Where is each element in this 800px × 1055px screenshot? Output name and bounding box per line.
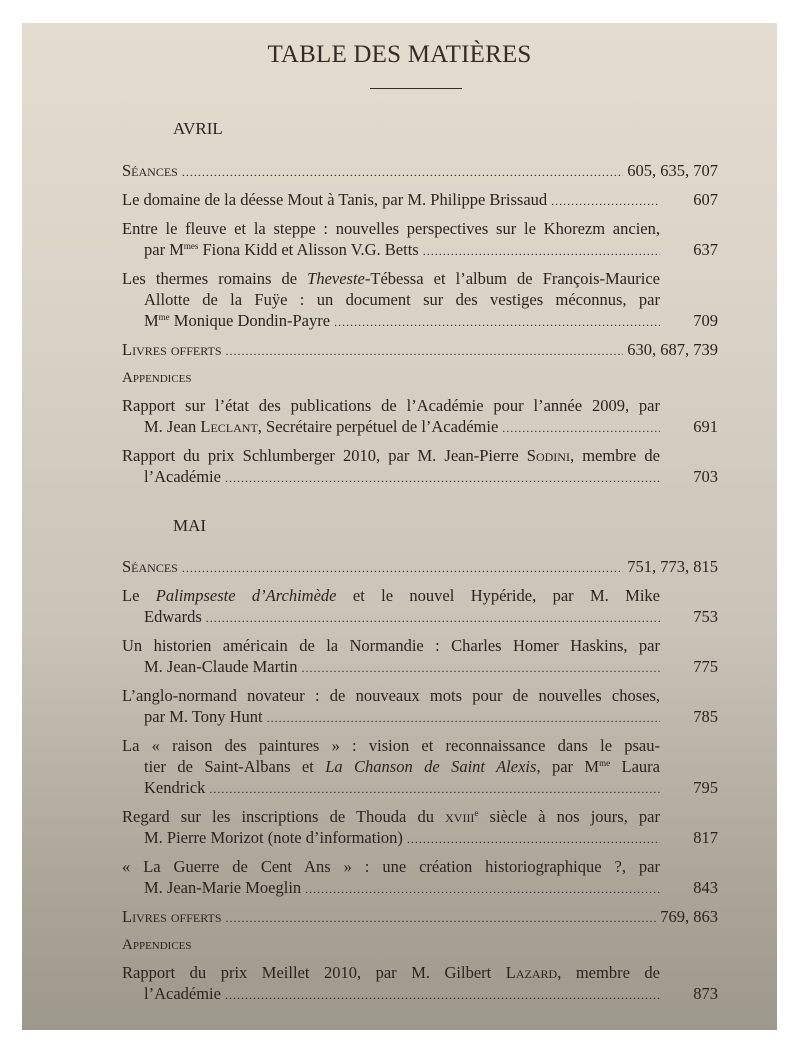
toc-entry (122, 962, 718, 1006)
toc-entry-livres-offerts (122, 339, 718, 362)
entry-title: Le domaine de la déesse Mout à Tanis, par M. Philippe Brissaud (122, 190, 548, 209)
entry-title: Rapport sur l’état des publications de l’Académie pour l’année 2009, par (122, 396, 660, 415)
leader-dots (182, 162, 623, 183)
page-number: 769, 863 (660, 907, 718, 926)
page-number: 843 (693, 878, 718, 897)
page-number: 795 (693, 778, 718, 797)
toc-entry (122, 806, 718, 850)
title-part: Rapport du prix Meillet 2010, par M. Gilbert (122, 963, 506, 982)
toc-entry (122, 445, 718, 489)
entry-author: par M. Tony Hunt (144, 707, 263, 726)
section-mai (122, 556, 718, 1006)
entry-title-cont (144, 757, 660, 776)
entry-title (122, 807, 660, 826)
toc-entry (122, 189, 718, 212)
leader-dots (305, 879, 660, 900)
title-part: , membre de (569, 446, 660, 465)
entry-label: Livres offerts (122, 340, 222, 359)
leader-dots (407, 829, 660, 850)
entry-author (144, 310, 330, 331)
author-names: Monique Dondin-Payre (169, 311, 331, 330)
entry-author: M. Jean-Marie Moeglin (144, 878, 302, 897)
entry-title (122, 446, 660, 465)
title-part: Les thermes romains de (122, 269, 308, 288)
section-heading-mai: MAI (173, 516, 207, 535)
entry-label: Livres offerts (122, 907, 222, 926)
author-prefix: M. Jean (144, 417, 201, 436)
title-italic: Theveste (307, 269, 365, 288)
page-number: 607 (693, 190, 718, 209)
leader-dots (226, 908, 657, 929)
entry-title-cont: l’Académie (144, 984, 221, 1003)
leader-dots (423, 241, 660, 262)
page-number: 691 (693, 417, 718, 436)
leader-dots (334, 312, 660, 333)
entry-author: M. Jean-Claude Martin (144, 657, 298, 676)
leader-dots (502, 418, 660, 439)
title-italic: La Chanson de Saint Alexis (325, 757, 537, 776)
entry-author (144, 416, 498, 437)
entry-author (144, 239, 419, 260)
title-part: siècle à nos jours, par (478, 807, 660, 826)
toc-entry (122, 218, 718, 262)
author-prefix: M (144, 311, 159, 330)
page-number: 630, 687, 739 (627, 340, 718, 359)
toc-entry (122, 585, 718, 629)
page-title: TABLE DES MATIÈRES (267, 41, 532, 68)
title-part: et le nouvel Hypéride, par M. Mike (336, 586, 661, 605)
superscript: mes (183, 241, 199, 251)
entry-title: Un historien américain de la Normandie : Charles Homer Haskins, par (122, 636, 660, 655)
leader-dots (209, 779, 660, 800)
entry-author: Kendrick (144, 778, 206, 797)
entry-label: Séances (122, 161, 178, 180)
leader-dots (267, 708, 660, 729)
entry-title (122, 269, 660, 288)
page-number: 873 (693, 984, 718, 1003)
entry-author: M. Pierre Morizot (note d’information) (144, 828, 403, 847)
century-numeral: xviii (445, 807, 475, 826)
title-part: Regard sur les inscriptions de Thouda du (122, 807, 446, 826)
entry-title: « La Guerre de Cent Ans » : une création historiographique ?, par (122, 857, 660, 876)
page-number: 709 (693, 311, 718, 330)
author-names: Fiona Kidd et Alisson V.G. Betts (198, 240, 419, 259)
leader-dots (225, 468, 660, 489)
toc-entry (122, 735, 718, 800)
toc-entry-seances (122, 160, 718, 183)
author-surname: Lazard (505, 963, 558, 982)
title-part: Le (122, 586, 156, 605)
leader-dots (206, 608, 660, 629)
entry-title-cont: Allotte de la Fuÿe : un document sur des vestiges méconnus, par (144, 290, 660, 309)
appendices-heading: Appendices (122, 937, 192, 953)
title-part: , membre de (557, 963, 660, 982)
author-surname: Sodini (526, 446, 570, 465)
toc-entry (122, 395, 718, 439)
page-number: 817 (693, 828, 718, 847)
page-number: 753 (693, 607, 718, 626)
author-surname: Leclant (200, 417, 258, 436)
author-prefix: par M (144, 240, 184, 259)
toc-entry-livres-offerts (122, 906, 718, 929)
section-avril (122, 160, 718, 489)
leader-dots (302, 658, 660, 679)
title-rule (370, 88, 462, 89)
entry-author: Edwards (144, 607, 202, 626)
entry-title-cont: l’Académie (144, 467, 221, 486)
title-italic: Palimpseste d’Archimède (155, 586, 337, 605)
title-part: tier de Saint-Albans et (144, 757, 326, 776)
appendices-heading: Appendices (122, 370, 192, 386)
leader-dots (226, 341, 624, 362)
page-number: 637 (693, 240, 718, 259)
section-heading-avril: AVRIL (173, 119, 223, 138)
superscript: me (158, 312, 170, 322)
entry-title: Entre le fleuve et la steppe : nouvelles perspectives sur le Khorezm ancien, (122, 219, 660, 238)
page-number: 751, 773, 815 (627, 557, 718, 576)
entry-title (122, 586, 660, 605)
leader-dots (182, 558, 623, 579)
entry-title: La « raison des paintures » : vision et reconnaissance dans le psau- (122, 736, 660, 755)
page-number: 605, 635, 707 (627, 161, 718, 180)
entry-title: L’anglo-normand novateur : de nouveaux mots pour de nouvelles choses, (122, 686, 660, 705)
entry-title (122, 963, 660, 982)
author-role: , Secrétaire perpétuel de l’Académie (257, 417, 499, 436)
book-page (22, 23, 777, 1030)
title-part: -Tébessa et l’album de François-Maurice (364, 269, 660, 288)
page-number: 785 (693, 707, 718, 726)
toc-entry (122, 635, 718, 679)
toc-entry (122, 856, 718, 900)
leader-dots (551, 191, 660, 212)
entry-label: Séances (122, 557, 178, 576)
leader-dots (225, 985, 660, 1006)
superscript: e (474, 808, 479, 818)
toc-entry (122, 268, 718, 333)
page-number: 703 (693, 467, 718, 486)
title-part: , par M (536, 757, 600, 776)
superscript: me (599, 758, 611, 768)
title-part: Laura (610, 757, 660, 776)
page-number: 775 (693, 657, 718, 676)
toc-entry (122, 685, 718, 729)
toc-entry-seances (122, 556, 718, 579)
title-part: Rapport du prix Schlumberger 2010, par M. Jean-Pierre (122, 446, 527, 465)
